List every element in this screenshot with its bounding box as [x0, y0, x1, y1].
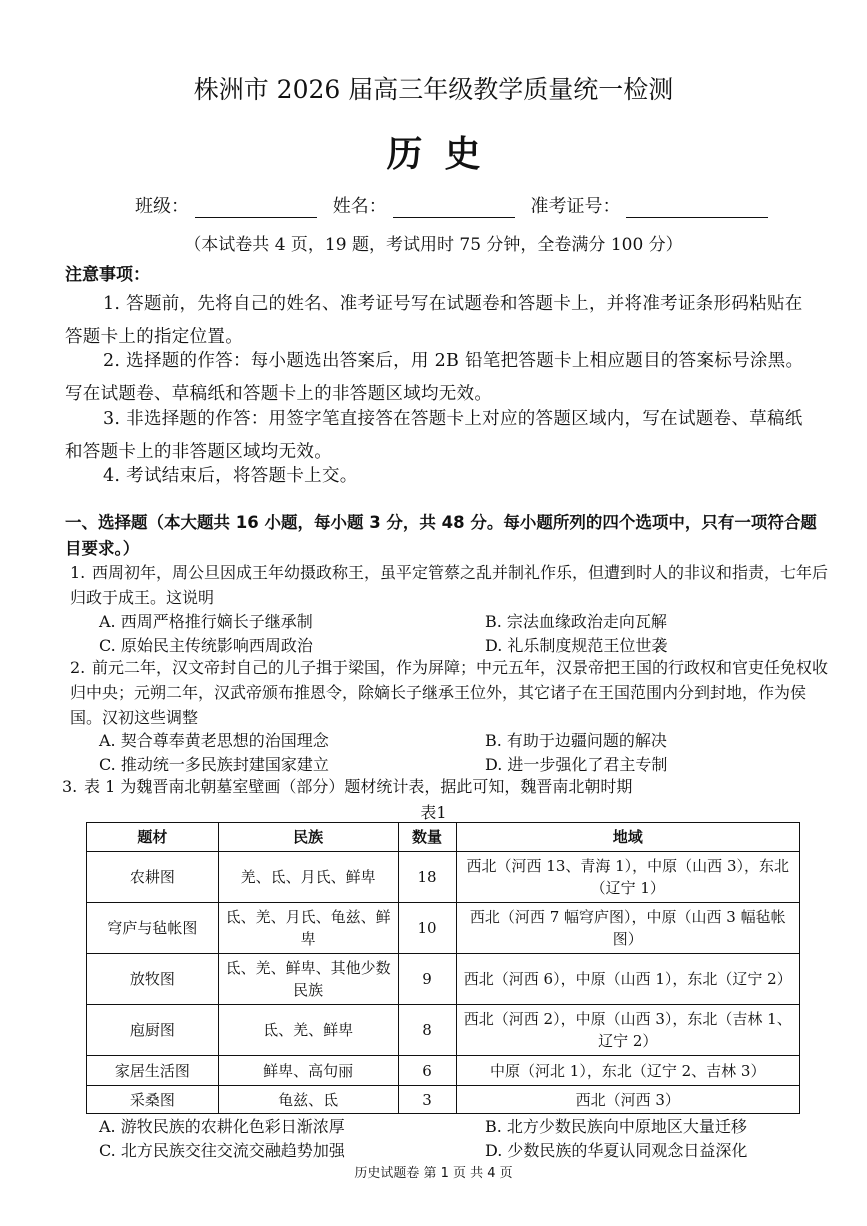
- table-row: [87, 1005, 800, 1056]
- table-row: [87, 1086, 800, 1114]
- mural-statistics-table: [86, 822, 800, 1114]
- option-d: D. 进一步强化了君主专制: [485, 755, 668, 774]
- theme-cell: 放牧图: [87, 954, 219, 1005]
- column-header: 数量: [398, 823, 456, 852]
- count-cell: 6: [398, 1056, 456, 1086]
- theme-cell: 穹庐与毡帐图: [87, 903, 219, 954]
- note-item: 2. 选择题的作答：每小题选出答案后，用 2B 铅笔把答题卡上相应题目的答案标号涂黑。写在试题卷、草稿纸和答题卡上的非答题区域均无效。: [65, 351, 804, 404]
- name-label: 姓名：: [332, 196, 387, 217]
- note-item: 4. 考试结束后，将答题卡上交。: [103, 466, 358, 486]
- region-cell: 西北（河西 3）: [456, 1086, 799, 1114]
- column-header: 地域: [456, 823, 799, 852]
- table-header-row: [87, 823, 800, 852]
- option-b: B. 宗法血缘政治走向瓦解: [485, 612, 667, 631]
- theme-cell: 采桑图: [87, 1086, 219, 1114]
- subject-title: 历史: [386, 133, 503, 175]
- question-number: 3.: [62, 777, 78, 796]
- id-blank: [626, 199, 768, 218]
- column-header: 民族: [218, 823, 398, 852]
- notes-heading: 注意事项：: [65, 265, 150, 285]
- option-b: B. 北方少数民族向中原地区大量迁移: [485, 1117, 747, 1136]
- class-blank: [195, 199, 317, 218]
- option-c: C. 原始民主传统影响西周政治: [99, 636, 313, 655]
- region-cell: 西北（河西 13、青海 1），中原（山西 3），东北（辽宁 1）: [456, 852, 799, 903]
- question-1: [70, 560, 830, 610]
- ethnic-cell: 氐、羌、鲜卑、其他少数民族: [218, 954, 398, 1005]
- ethnic-cell: 鲜卑、高句丽: [218, 1056, 398, 1086]
- page-footer: 历史试题卷 第 1 页 共 4 页: [354, 1166, 513, 1181]
- student-info-row: [135, 192, 774, 218]
- question-stem: 表 1 为魏晋南北朝墓室壁画（部分）题材统计表，据此可知，魏晋南北朝时期: [84, 777, 633, 796]
- name-blank: [393, 199, 515, 218]
- option-a: A. 契合尊奉黄老思想的治国理念: [99, 731, 329, 750]
- question-number: 2.: [70, 658, 86, 677]
- exam-title: 株洲市 2026 届高三年级教学质量统一检测: [193, 75, 674, 104]
- count-cell: 10: [398, 903, 456, 954]
- table-row: [87, 954, 800, 1005]
- option-c: C. 北方民族交往交流交融趋势加强: [99, 1141, 345, 1160]
- count-cell: 8: [398, 1005, 456, 1056]
- option-a: A. 西周严格推行嫡长子继承制: [99, 612, 313, 631]
- theme-cell: 农耕图: [87, 852, 219, 903]
- option-d: D. 礼乐制度规范王位世袭: [485, 636, 668, 655]
- option-c: C. 推动统一多民族封建国家建立: [99, 755, 329, 774]
- question-number: 1.: [70, 563, 86, 582]
- theme-cell: 家居生活图: [87, 1056, 219, 1086]
- option-a: A. 游牧民族的农耕化色彩日渐浓厚: [99, 1117, 345, 1136]
- table-row: [87, 852, 800, 903]
- region-cell: 中原（河北 1），东北（辽宁 2、吉林 3）: [456, 1056, 799, 1086]
- region-cell: 西北（河西 6），中原（山西 1），东北（辽宁 2）: [456, 954, 799, 1005]
- question-stem: 前元二年，汉文帝封自己的儿子揖于梁国，作为屏障；中元五年，汉景帝把王国的行政权和官吏任免权收归中央；元朔二年，汉武帝颁布推恩令，除嫡长子继承王位外，其它诸子在王国范围内分到封地，作为侯国。汉初这些调整: [70, 658, 829, 727]
- option-d: D. 少数民族的华夏认同观念日益深化: [485, 1141, 748, 1160]
- ethnic-cell: 龟兹、氐: [218, 1086, 398, 1114]
- note-item: 3. 非选择题的作答：用签字笔直接答在答题卡上对应的答题区域内，写在试题卷、草稿纸和答题卡上的非答题区域均无效。: [65, 409, 803, 462]
- region-cell: 西北（河西 2），中原（山西 3），东北（吉林 1、辽宁 2）: [456, 1005, 799, 1056]
- table-caption: 表1: [420, 803, 447, 822]
- note-item: 1. 答题前，先将自己的姓名、准考证号写在试题卷和答题卡上，并将准考证条形码粘贴在答题卡上的指定位置。: [65, 294, 803, 347]
- column-header: 题材: [87, 823, 219, 852]
- question-stem: 西周初年，周公旦因成王年幼摄政称王，虽平定管蔡之乱并制礼作乐，但遭到时人的非议和指责，七年后归政于成王。这说明: [70, 563, 829, 607]
- region-cell: 西北（河西 7 幅穹庐图），中原（山西 3 幅毡帐图）: [456, 903, 799, 954]
- question-3: [62, 774, 822, 799]
- count-cell: 3: [398, 1086, 456, 1114]
- ethnic-cell: 羌、氐、月氏、鲜卑: [218, 852, 398, 903]
- exam-info: （本试卷共 4 页，19 题，考试用时 75 分钟，全卷满分 100 分）: [184, 235, 683, 255]
- table-row: [87, 903, 800, 954]
- id-label: 准考证号：: [530, 196, 621, 217]
- ethnic-cell: 氐、羌、月氏、龟兹、鲜卑: [218, 903, 398, 954]
- option-b: B. 有助于边疆问题的解决: [485, 731, 667, 750]
- count-cell: 9: [398, 954, 456, 1005]
- theme-cell: 庖厨图: [87, 1005, 219, 1056]
- question-2: [70, 655, 830, 730]
- class-label: 班级：: [135, 196, 189, 217]
- section-heading: 一、选择题（本大题共 16 小题，每小题 3 分，共 48 分。每小题所列的四个选项中，只有一项符合题目要求。）: [65, 513, 817, 558]
- table-row: [87, 1056, 800, 1086]
- ethnic-cell: 氐、羌、鲜卑: [218, 1005, 398, 1056]
- count-cell: 18: [398, 852, 456, 903]
